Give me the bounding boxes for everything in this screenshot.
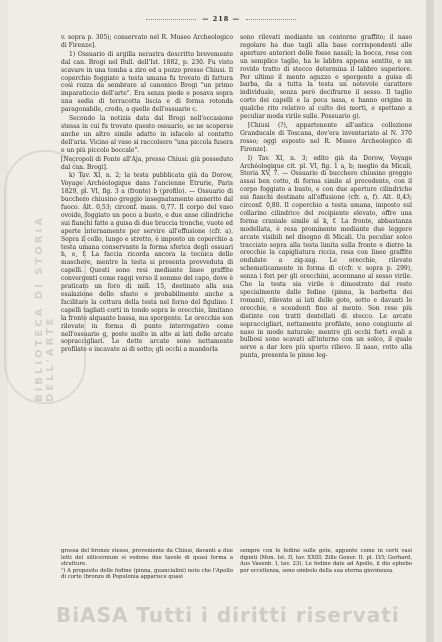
footnotes [61,548,411,581]
paragraph: k) Tav. XI, n. 2; la testa pubblicata già da Dorow, Voyage Archéologique dans l'ancienne Étrurie, Paris 1829, pl. VI, fig. 3 a (fronte) b (profilo). — Ossuario di bucchero chiusino greggio insegnatamente annerito dal fuoco. Alt. 0,53; circonf. mass. 0,77. Il corpo del vaso ovoide, foggiato un poco a busto, e due anse cilindriche sui fianchi fatte a guisa di due braccia tronche, vuote ed aperte internamente per servire all'effusione (cfr. a). Sopra il collo, lungo e stretto, è imposto un coperchio a testa umana conservante la forma sferica degli ossuari h, e, f. La faccia ricorda ancora la tecnica delle maschere, mentre la testa si presenta provveduta di capelli. Questi sono resi mediante linee graffite convergenti come raggi verso il sommo del capo, dove è praticato un foro di mill. 15, destinato alla sua esalazione dello sfasto e probabilmente anche a facilitare la cottura della testa nel forno del figulino. I capelli tagliati corti in tondo sopra le orecchie, limitano la fronte alquanto bassa, ma sporgente. Le orecchie son rilevate in forma di punto interrogativo come nell'ossuario g, poste molto in alto ai lati delle arcate sopraccigliari. Le dette arcate sono nettamente profilate e incavate ai di sotto; gli occhi a mandorla [61,172,233,354]
watermark: BiASA Tutti i diritti riservati [56,603,400,627]
library-stamp: BIBLIOTECA DI STORIA DELL'ARTE [4,150,86,404]
paragraph: sono rilevati mediante un contorno graffito; il naso regolare ha due tagli alla base corrispondenti alle aperture anteriori delle fosse nasali; la bocca, resa con un semplice taglio, ha le labbra appena sentite, e un rovido tratto di stecco determina il labbro superiore. Per ultimo il mento aguzzo e sporgente a guisa di barba, da a tutta la testa un notevole carattere individuale, senza però decifrarne il sesso. Il taglio corto dei capelli e la poca nasa, e hanno origine in qualche rito relativo al culto dei morti, e spettano a peculiar moda virile sulle. Possuario g). [240,34,412,121]
left-column [61,34,233,355]
paragraph: l) Tav. XI, n. 3; edito già da Dorow, Voyage Archéologique cit. pl. VI, fig. 1 a, b; meglio da Micali, Storia XV, 7. — Ossuario di bucchero chiusino greggio assai ben cotto, di forma simile al precedente, con il corpo foggiato a busto, e con due aperture cilindriche sui fianchi destinate all'effusione (cfr. a, f). Alt. 0,43; circonf. 0,80. Il coperchio a testa umana, imposto sul collarino cilindrico del recipiente elevato, offre una forma craniale simile al k, f. La fronte, abbastanza modellata, è resa prominente mediante due leggere arcate visibili nel disegno di Micali. Un peculiar solco tracciato sopra alla testa limita sulla fronte e dietro la orecchie la capigliatura riccia, resa con linee graffite ondulate a zig-zag. Le orecchie, rilevate schematicamente in forma di c(cfr. v. sopra p. 299), senza i fori per gli orecchini, accennano al sesso virile. Che la testa sia virile è dimostrato dal resto specialmente dalle fedine (pinna, la barbetta dei romani), rilevate ai lati delle gote, sotto e davanti le orecchie, e scendenti fino al mento. Son rese più distinte con tratti dentellati di stecco. Le arcate sopraccigliari, nettamente profilate, sono congiunte al naso in modo naturale; mentre gli occhi forti ovali a bulbosi sono scavati all'interno con un solco, il quale serve a dar loro più sporto rilievo. Il naso, rotto alla punta, presenta le pinne leg- [240,154,412,360]
paragraph: Secondo la notizia data dal Brogi nell'occasione stessa in cui fu trovato questo ossuario, se ne scoperse anche un altro simile adatto in isfacelo al contatto dell'aria. Vicino al vaso si raccolsero "una piccola fusera e un più piccolo boccale". [61,115,233,154]
footnote: ¹) A proposito delle fedine (pinna, guancialini) noto che l'Apollo di corte (bronzo di Populonia apparisce quasi [61,567,233,581]
footnote: grossa del bronzo stesso, proveniente da Chiusi, davanti a due letti del sillicernium si vedono due tavole di quasi forma a strutture. [61,548,233,568]
document-page [8,0,434,642]
footnote: sempre con le fedine sulle gote, appunto come in certi vasi dipinti (Mon. Ist. II, tav. XXIII; Zille Gener. II. pl. LVI; Gerhard, Aus Vasenb. I, tav. 23). Le fedine date ad Apollo, il dio ephebo per eccellenza, sono simbolo della sua eterna giovinezza. [240,548,412,574]
paragraph: v. sopra p. 305); conservato nel R. Museo Archeologico di Firenze]. [61,34,233,49]
page-edge [426,0,434,642]
paragraph: [Chiusi (?), appartenente all'antica collezione Granducale di Toscana, dov'era inventariato al N. 370 rosso; oggi esposto nel R. Museo Archeologico di Firenze]. [240,121,412,153]
page-number: — 218 — [8,15,434,23]
paragraph: [Necropoli di Fonte all'Aja, presso Chiusi: già posseduto dal can. Brogi]. [61,155,233,171]
right-column [240,34,412,361]
paragraph: 1) Ossuario di argilla nerastra descritto brevemente dal can. Brogi nel Bull. dell'Ist. 1882, p. 230. Fu visto scavare in una tomba a ziro ed a pozzo presso Chiusi. Il coperchio foggiato a testa umana fu trovato di fattura così rozza da sembrare al canonico Brogi "un primo imparaticcio dell'arte". Era senza piede e posava sopra una sedia di terracotta liscia e di forma rotonda paragonabile, credo, a quelle dell'ossuario c. [61,50,233,114]
